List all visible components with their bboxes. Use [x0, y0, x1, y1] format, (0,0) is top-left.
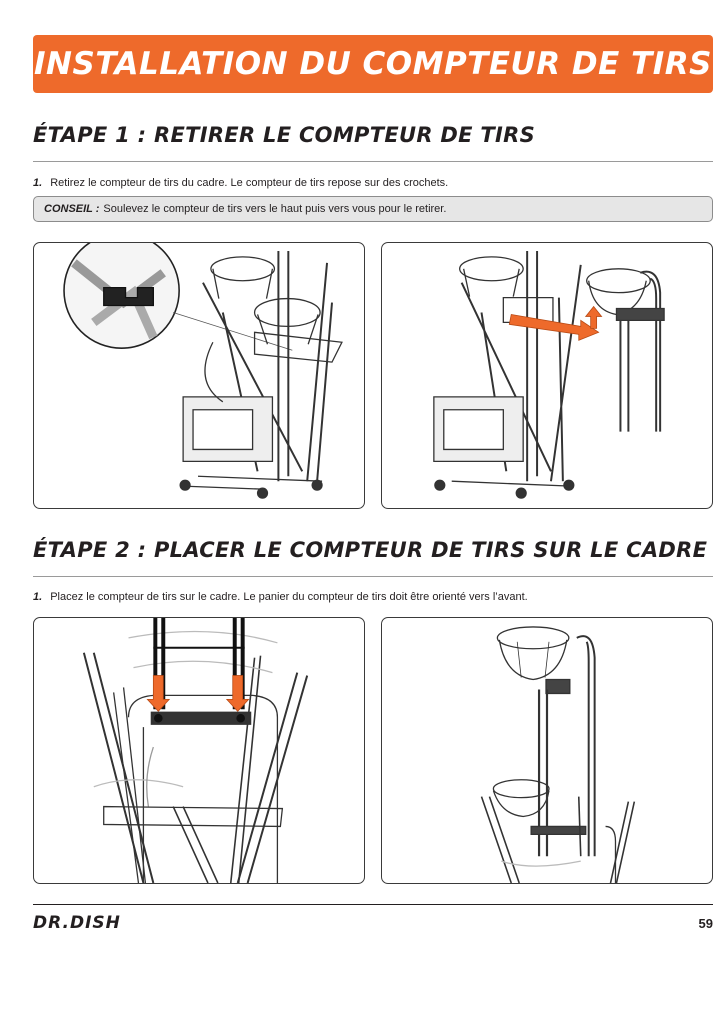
counter-insertion-drawing [34, 618, 364, 883]
tip-text: Soulevez le compteur de tirs vers le haut puis vers vous pour le retirer. [103, 203, 447, 215]
footer-divider [33, 904, 713, 905]
page-number: 59 [698, 916, 713, 931]
illustration-remove-counter-closeup [33, 242, 365, 509]
brand-logo: DR.DISH [33, 913, 121, 933]
illustration-place-counter-installed [381, 617, 713, 884]
step2-instruction-text: Placez le compteur de tirs sur le cadre. Le panier du compteur de tirs doit être orienté vers l’avant. [50, 591, 528, 603]
machine-with-hooks-drawing [34, 243, 364, 508]
counter-installed-drawing [382, 618, 712, 883]
step2-divider [33, 576, 713, 577]
step1-instruction-number: 1. [33, 177, 43, 189]
step2-instruction-number: 1. [33, 591, 43, 603]
step2-title: ÉTAPE 2 : PLACER LE COMPTEUR DE TIRS SUR LE CADRE [33, 538, 708, 562]
illustration-place-counter-closeup [33, 617, 365, 884]
step2-instruction [33, 591, 528, 603]
step1-instruction-text: Retirez le compteur de tirs du cadre. Le compteur de tirs repose sur des crochets. [50, 177, 449, 189]
tip-label: CONSEIL : [44, 203, 100, 215]
step1-divider [33, 161, 713, 162]
machine-with-removed-counter-drawing [382, 243, 712, 508]
tip-box [33, 196, 713, 222]
step1-title: ÉTAPE 1 : RETIRER LE COMPTEUR DE TIRS [33, 123, 536, 147]
page-banner [33, 35, 713, 93]
page-title: INSTALLATION DU COMPTEUR DE TIRS [34, 46, 712, 82]
step1-instruction [33, 177, 448, 189]
illustration-remove-counter-lift [381, 242, 713, 509]
